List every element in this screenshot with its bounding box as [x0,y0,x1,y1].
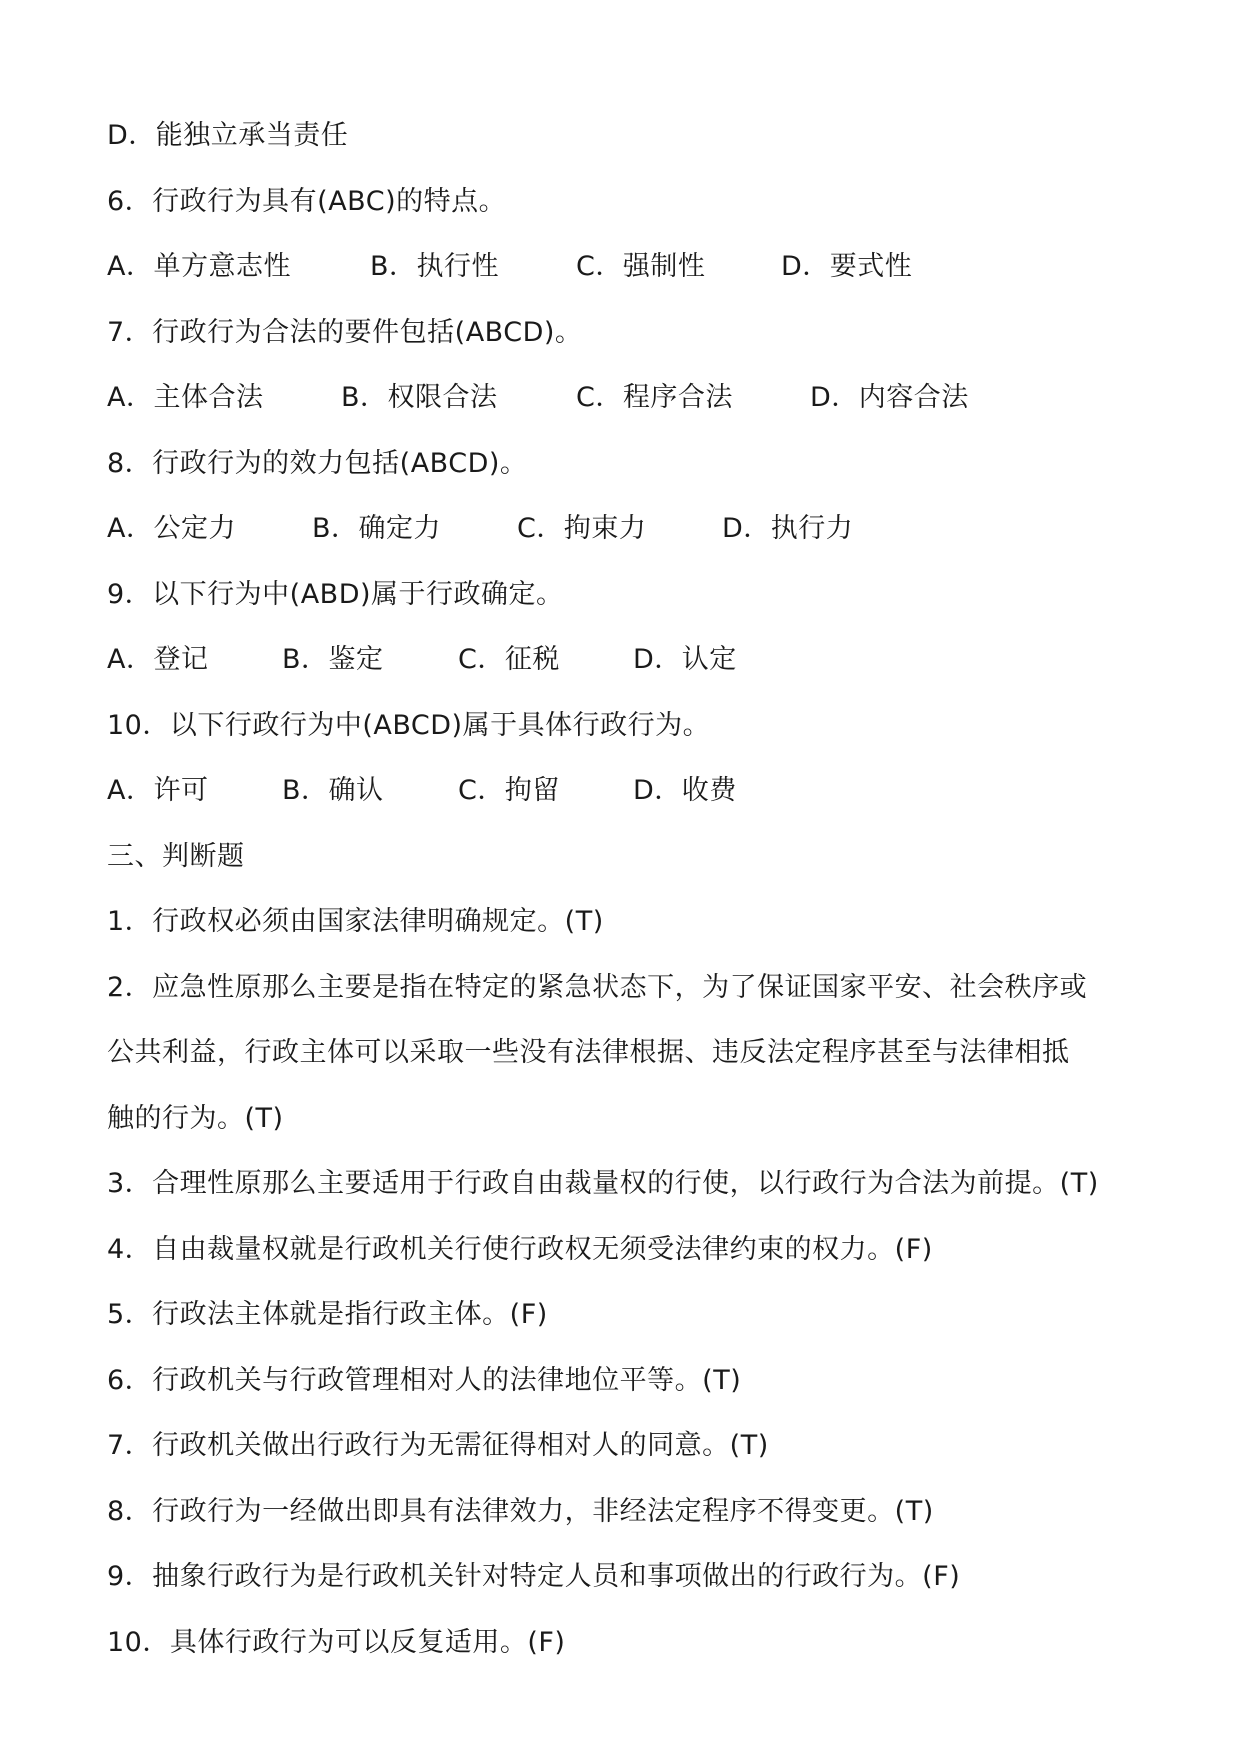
question-6: 6．行政行为具有(ABC)的特点。 [107,185,507,217]
option-b: B．确定力 [312,513,442,544]
judgment-2-line-2: 公共利益，行政主体可以采取一些没有法律根据、违反法定程序甚至与法律相抵 [107,1037,1070,1068]
question-8: 8．行政行为的效力包括(ABCD)。 [107,447,528,479]
question-6-options [107,234,1147,300]
section-heading-true-false: 三、判断题 [107,840,245,872]
option-d: D．认定 [633,644,737,675]
option-a: A．单方意志性 [107,251,291,282]
judgment-7: 7．行政机关做出行政行为无需征得相对人的同意。(T) [107,1430,769,1461]
option-c: C．征税 [458,644,560,675]
option-b: B．确认 [282,775,384,806]
question-9-options [107,627,1147,693]
option-d: D．执行力 [722,513,854,544]
question-8-options [107,496,1147,562]
judgment-2-line-3: 触的行为。(T) [107,1102,284,1134]
judgment-2-line-1: 2．应急性原那么主要是指在特定的紧急状态下，为了保证国家平安、社会秩序或 [107,971,1088,1003]
option-a: A．登记 [107,644,209,675]
option-d: D．收费 [633,775,737,806]
document-page [107,103,1147,1675]
option-c: C．拘留 [458,775,560,806]
judgment-8: 8．行政行为一经做出即具有法律效力，非经法定程序不得变更。(T) [107,1495,934,1527]
option-c: C．拘束力 [517,513,647,544]
option-b: B．鉴定 [282,644,384,675]
judgment-4: 4．自由裁量权就是行政机关行使行政权无须受法律约束的权力。(F) [107,1233,933,1265]
option-a: A．主体合法 [107,382,264,413]
option-b: B．执行性 [370,251,500,282]
option-b: B．权限合法 [341,382,498,413]
judgment-3: 3．合理性原那么主要适用于行政自由裁量权的行使，以行政行为合法为前提。(T) [107,1168,1099,1199]
question-10: 10．以下行政行为中(ABCD)属于具体行政行为。 [107,709,711,741]
option-d: D．内容合法 [810,382,969,413]
judgment-9: 9．抽象行政行为是行政机关针对特定人员和事项做出的行政行为。(F) [107,1561,961,1592]
option-a: A．公定力 [107,513,236,544]
question-10-options [107,758,1147,824]
question-7: 7．行政行为合法的要件包括(ABCD)。 [107,316,583,348]
option-a: A．许可 [107,775,209,806]
option-d: D．要式性 [781,251,913,282]
judgment-5: 5．行政法主体就是指行政主体。(F) [107,1299,548,1330]
question-9: 9．以下行为中(ABD)属于行政确定。 [107,578,564,610]
judgment-1: 1．行政权必须由国家法律明确规定。(T) [107,906,604,937]
option-line-d-independent-liability: D．能独立承当责任 [107,120,349,151]
judgment-10: 10．具体行政行为可以反复适用。(F) [107,1626,566,1658]
option-c: C．强制性 [576,251,706,282]
option-c: C．程序合法 [576,382,733,413]
question-7-options [107,365,1147,431]
judgment-6: 6．行政机关与行政管理相对人的法律地位平等。(T) [107,1364,742,1396]
